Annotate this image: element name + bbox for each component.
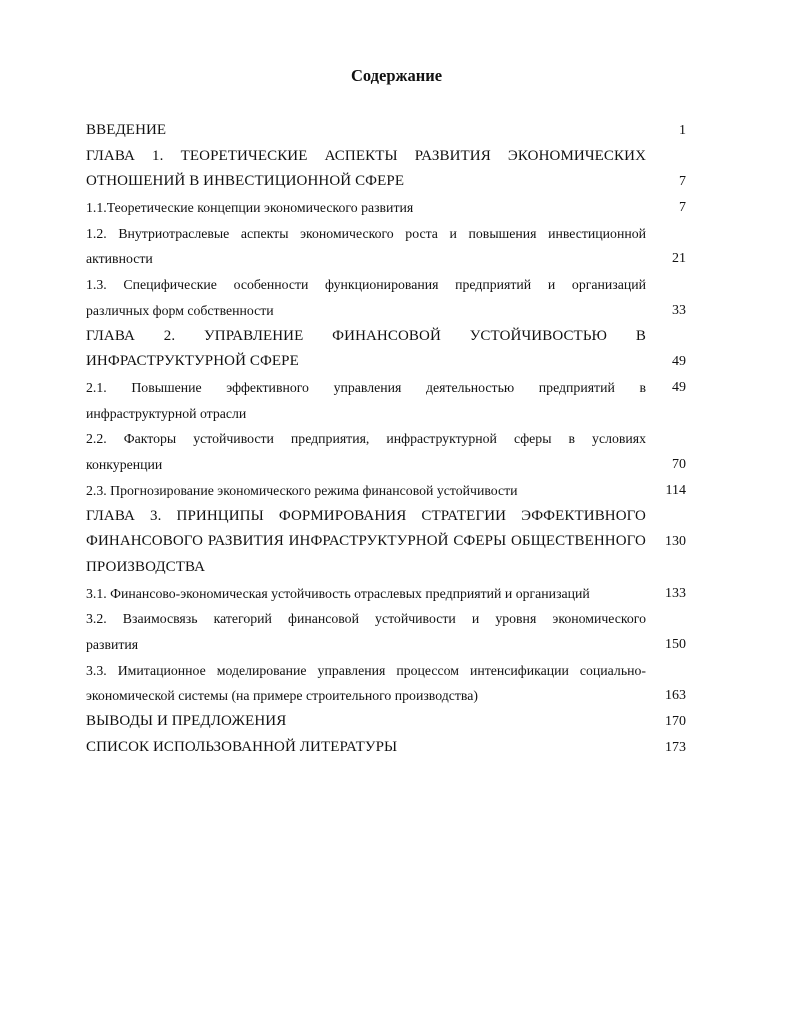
toc-entry-text: инфраструктурной отрасли — [86, 405, 247, 421]
toc-entry-text: ПРОИЗВОДСТВА — [86, 558, 206, 575]
page-title: Содержание — [350, 66, 443, 85]
toc-entry — [86, 118, 686, 144]
toc-entry-text: ВЫВОДЫ И ПРЕДЛОЖЕНИЯ — [86, 713, 287, 730]
toc-entry — [86, 324, 686, 370]
toc-entry — [86, 581, 686, 607]
toc-entry-text: 3.1. Финансово-экономическая устойчивость отраслевых предприятий и организаций — [86, 585, 590, 601]
toc-entry — [86, 375, 686, 421]
toc-page-number: 49 — [672, 380, 686, 395]
toc-entry-text: конкуренции — [86, 457, 163, 473]
toc-page-number: 7 — [679, 200, 686, 216]
toc-page-number: 114 — [665, 482, 686, 498]
toc-entry-text: ВВЕДЕНИЕ — [86, 122, 167, 138]
toc-entry-text: различных форм собственности — [86, 302, 274, 318]
toc-entry — [86, 195, 686, 221]
toc-entry — [86, 735, 686, 761]
toc-entry-text: 2.3. Прогнозирование экономического режима финансовой устойчивости — [86, 482, 518, 498]
toc-page-number: 150 — [665, 636, 686, 652]
toc-entry-text: ГЛАВА 2. УПРАВЛЕНИЕ ФИНАНСОВОЙ УСТОЙЧИВОСТЬЮ В — [86, 327, 646, 344]
toc-entry — [86, 272, 686, 318]
toc-page-number: 133 — [665, 585, 686, 601]
toc-entry — [86, 504, 686, 575]
toc-entry — [86, 709, 686, 735]
toc-page-number: 130 — [665, 534, 686, 550]
toc-entry-text: 2.2. Факторы устойчивости предприятия, инфраструктурной сферы в условиях — [86, 431, 646, 447]
toc-entry — [86, 658, 686, 704]
toc-entry-text: экономической системы (на примере строительного производства) — [86, 688, 478, 704]
toc-page-number: 170 — [665, 714, 686, 730]
toc-entry-text: СПИСОК ИСПОЛЬЗОВАННОЙ ЛИТЕРАТУРЫ — [86, 738, 398, 755]
toc-entry-text: ГЛАВА 1. ТЕОРЕТИЧЕСКИЕ АСПЕКТЫ РАЗВИТИЯ ЭКОНОМИЧЕСКИХ — [86, 147, 646, 164]
toc-entry-text: 1.2. Внутриотраслевые аспекты экономического роста и повышения инвестиционной — [86, 225, 646, 241]
toc-page-number: 33 — [672, 302, 686, 318]
toc-entry-text: ГЛАВА 3. ПРИНЦИПЫ ФОРМИРОВАНИЯ СТРАТЕГИИ ЭФФЕКТИВНОГО — [86, 507, 646, 524]
toc-entry-text: активности — [86, 251, 153, 267]
toc-page-number: 21 — [672, 251, 686, 267]
toc-entry — [86, 478, 686, 504]
toc-entry-text: ОТНОШЕНИЙ В ИНВЕСТИЦИОННОЙ СФЕРЕ — [86, 173, 405, 190]
toc-entry — [86, 426, 686, 473]
toc-entry-text: 3.2. Взаимосвязь категорий финансовой устойчивости и уровня экономического — [86, 611, 646, 627]
toc-entry-text: 2.1. Повышение эффективного управления деятельностью предприятий в — [86, 380, 646, 395]
toc-entry — [86, 606, 686, 652]
toc-entry-text: 3.3. Имитационное моделирование управления процессом интенсификации социально- — [86, 662, 646, 678]
toc-entry-text: 1.3. Специфические особенности функционирования предприятий и организаций — [86, 277, 646, 293]
toc-page-number: 70 — [672, 457, 686, 473]
toc-page-number: 49 — [672, 354, 686, 370]
toc-page-number: 173 — [665, 739, 686, 755]
toc-page-number: 7 — [679, 174, 686, 190]
toc-page-number: 163 — [665, 688, 686, 704]
toc-entry-text: развития — [86, 636, 139, 652]
toc-entry-text: 1.1.Теоретические концепции экономического развития — [86, 200, 414, 216]
toc-entry-text: ФИНАНСОВОГО РАЗВИТИЯ ИНФРАСТРУКТУРНОЙ СФЕРЫ ОБЩЕСТВЕННОГО — [86, 533, 646, 550]
toc-entry — [86, 221, 686, 267]
toc-entry — [86, 144, 686, 190]
toc-entry-text: ИНФРАСТРУКТУРНОЙ СФЕРЕ — [86, 353, 299, 370]
toc-page-number: 1 — [679, 123, 686, 138]
